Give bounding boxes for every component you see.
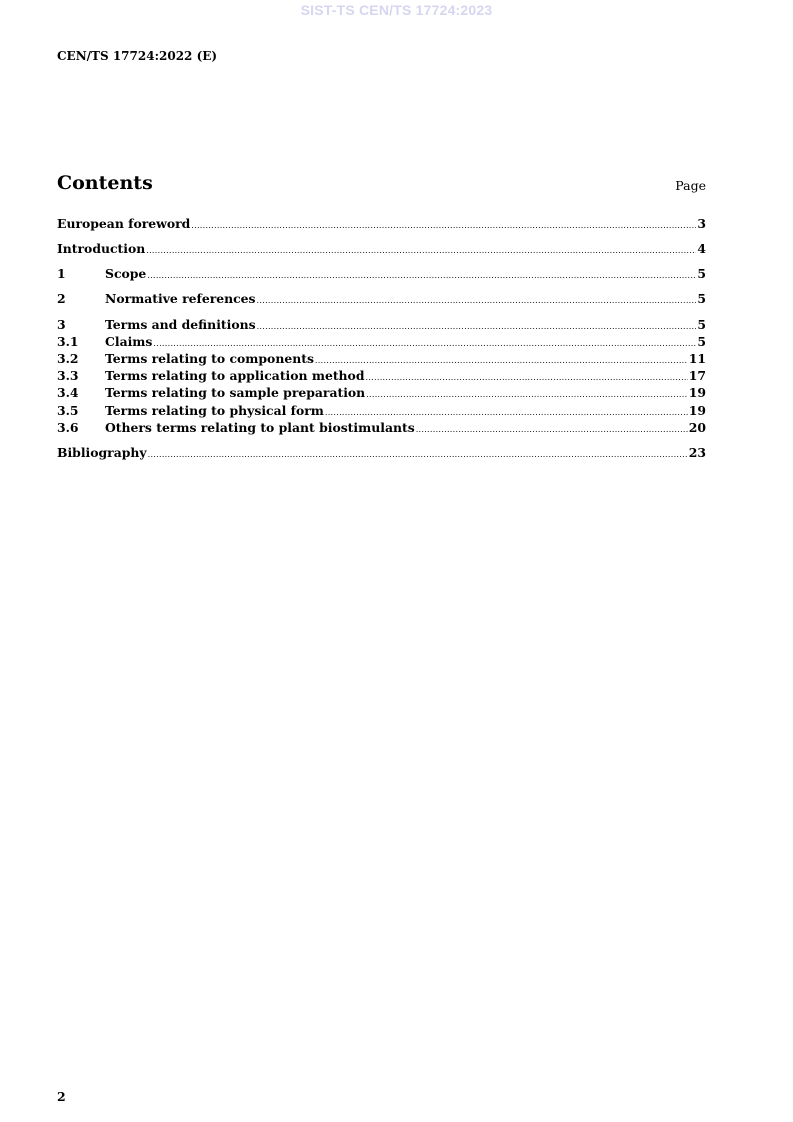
toc-leader-dots [325, 405, 688, 419]
toc-entry-introduction[interactable] [57, 242, 706, 256]
toc-entry-label: Claims [105, 334, 153, 349]
toc-entry-number: 3.2 [57, 351, 79, 366]
toc-entry-label: Terms relating to components [105, 351, 314, 366]
toc-entry-components[interactable] [57, 352, 706, 366]
toc-entry-label: Terms relating to physical form [105, 403, 324, 418]
toc-entry-page: 20 [688, 420, 706, 435]
toc-entry-label: Normative references [105, 291, 256, 306]
toc-entry-page: 4 [697, 241, 706, 256]
toc-entry-plant-biostimulants[interactable] [57, 421, 706, 435]
toc-entry-bibliography[interactable] [57, 446, 706, 460]
toc-entry-label: Introduction [57, 241, 146, 256]
toc-entry-number: 3.6 [57, 420, 79, 435]
toc-leader-dots [257, 293, 697, 307]
toc-entry-page: 5 [697, 317, 706, 332]
toc-entry-label: Others terms relating to plant biostimulants [105, 420, 415, 435]
toc-leader-dots [148, 447, 688, 461]
toc-entry-label: Terms and definitions [105, 317, 256, 332]
toc-entry-page: 5 [697, 266, 706, 281]
toc-entry-page: 19 [688, 403, 706, 418]
toc-leader-dots [416, 422, 688, 436]
toc-entry-number: 1 [57, 266, 66, 281]
toc-entry-page: 5 [697, 291, 706, 306]
toc-entry-label: Terms relating to application method [105, 368, 365, 383]
toc-entry-page: 3 [697, 216, 706, 231]
toc-entry-label: Scope [105, 266, 147, 281]
toc-leader-dots [153, 336, 696, 350]
toc-entry-number: 3.5 [57, 403, 79, 418]
toc-entry-number: 2 [57, 291, 66, 306]
document-id: CEN/TS 17724:2022 (E) [57, 49, 218, 63]
toc-entry-normative-references[interactable] [57, 292, 706, 306]
toc-entry-number: 3.4 [57, 385, 79, 400]
toc-entry-claims[interactable] [57, 335, 706, 349]
toc-entry-page: 23 [688, 445, 706, 460]
contents-title: Contents [57, 172, 153, 194]
toc-leader-dots [366, 387, 688, 401]
toc-leader-dots [147, 268, 696, 282]
toc-leader-dots [257, 319, 697, 333]
toc-entry-label: European foreword [57, 216, 191, 231]
toc-entry-page: 19 [688, 385, 706, 400]
toc-entry-page: 5 [697, 334, 706, 349]
toc-entry-european-foreword[interactable] [57, 217, 706, 231]
page-column-label: Page [675, 178, 706, 193]
toc-entry-physical-form[interactable] [57, 404, 706, 418]
toc-entry-page: 11 [688, 351, 706, 366]
page-number: 2 [57, 1089, 66, 1104]
toc-entry-label: Terms relating to sample preparation [105, 385, 366, 400]
toc-entry-sample-preparation[interactable] [57, 386, 706, 400]
toc-leader-dots [191, 218, 696, 232]
watermark: SIST-TS CEN/TS 17724:2023 [300, 2, 493, 18]
toc-leader-dots [366, 370, 688, 384]
toc-leader-dots [146, 243, 696, 257]
toc-entry-scope[interactable] [57, 267, 706, 281]
toc-entry-number: 3.3 [57, 368, 79, 383]
toc-entry-application-method[interactable] [57, 369, 706, 383]
toc-entry-number: 3 [57, 317, 66, 332]
toc-entry-number: 3.1 [57, 334, 79, 349]
contents-header [57, 172, 706, 198]
toc-entry-page: 17 [688, 368, 706, 383]
toc-entry-terms-and-definitions[interactable] [57, 318, 706, 332]
toc-leader-dots [315, 353, 688, 367]
toc-entry-label: Bibliography [57, 445, 147, 460]
